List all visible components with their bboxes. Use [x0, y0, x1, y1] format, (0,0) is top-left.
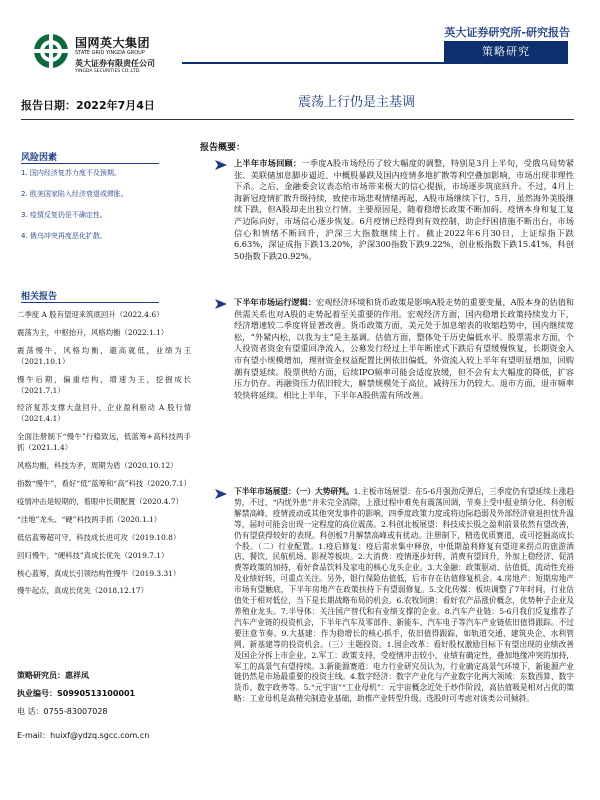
header-divider: [182, 62, 568, 64]
risk-heading-underline: [21, 163, 159, 164]
related-report[interactable]: 风格均衡，科技为矛，周期为盾（2020.10.12）: [17, 461, 178, 471]
related-report[interactable]: 核心蓝筹，真成长引领结构性慢牛（2019.3.31）: [17, 568, 181, 578]
title-divider: [21, 119, 574, 120]
risk-item: 3. 疫情反复仍是不确定性。: [21, 211, 107, 219]
logo-company-en: STATE GRID YINGDA GROUP: [75, 50, 145, 56]
summary-paragraph-2: [234, 297, 574, 401]
analyst-phone: 电 话：0755-83007028: [17, 707, 108, 716]
summary-paragraph-1: [234, 158, 574, 262]
state-grid-logo: [32, 32, 70, 70]
logo-company-cn: 国网英大集团: [75, 36, 151, 50]
related-report[interactable]: 二季度 A 股有望迎来筑底回升（2022.4.6）: [17, 310, 164, 319]
related-report[interactable]: 疫情冲击是短期的，着眼中长期配置（2020.4.7）: [17, 496, 183, 506]
summary-heading: 报告概要：: [200, 143, 246, 153]
arrow-bullet-icon: [215, 489, 227, 499]
paragraph-2-body: 宏观经济环境和货币政策是影响A股走势的重要变量，A股本身的估值和供需关系也对A股的走势起着至关重要的作用。宏观经济方面，国内稳增长政策持续发力下，经济增速较二季度将显著改善。货币政策方面，美元处于加息缩表的收缩趋势中，国内继续宽松，“外紧内松，以我为主”是主基调。估值方面，整体处于历史偏低水平。股票需求方面，个人投资者资金有望重回净流入，公募发行经过上半年断崖式下跌后有望缓慢恢复，长期资金入市有望小规模增加，理财资金权益配置比例依旧偏低，外资流入较上半年有望明显增加，回购潮有望延续。股票供给方面，后续IPO频率可能会适度放缓，但不会有太大幅度的降低，扩容压力仍存。再融资压力依旧较大，解禁规模处于高位，减持压力仍较大。退市方面，退市频率较快将延续。相比上半年，下半年A股供需有所改善。: [234, 297, 574, 400]
risk-item: 1. 国内经济复苏力度不及预期。: [21, 169, 121, 177]
paragraph-1-lead: 上半年市场回顾：: [234, 158, 302, 168]
report-date: 报告日期：2022年7月4日: [21, 99, 155, 112]
logo-subsidiary-cn: 英大证券有限责任公司: [75, 59, 155, 68]
analyst-name: 策略研究员：惠祥凤: [17, 671, 89, 680]
risk-item: 2. 欧美国家陷入经济衰退或滞胀。: [21, 190, 128, 198]
related-report[interactable]: 全面注册制下“慢牛”行稳致远，低蓝筹+高科技两手抓（2021.1.4）: [17, 432, 191, 453]
arrow-bullet-icon: [215, 160, 227, 170]
related-report[interactable]: 经济复苏支撑大盘回升，企业盈利驱动 A 股行情（2021.4.1）: [17, 403, 191, 424]
risk-heading: 风险因素: [21, 153, 58, 163]
related-report[interactable]: 震荡为主，中枢抬升，风格均衡（2022.1.1）: [17, 327, 169, 337]
paragraph-2-lead: 下半年市场运行逻辑：: [234, 297, 317, 307]
risk-list: [21, 168, 161, 252]
paragraph-3-body: 1.主板市场展望：在5-6月强劲反弹后，三季度仍有望延续上涨趋势，不过，“内忧外患”并未完全消除，上涨过程中难免有震荡回调，节奏上受中报业绩分化、科创板解禁高峰、疫情波动或其他突发事件的影响，四季度政策力度或将边际趋弱及外部经济衰退担忧升温等，届时可能会出现一定程度的高位震荡。2.科创北板展望：科技成长股之盈利前景依然有望改善，仍有望获得较好的表现。科创板7月解禁高峰或有扰动。注册制下，精选优质赛道，或可挖掘高成长个股。（二）行业配置。1.疫后修复：疫后需求集中释放，中低期盈利修复有望迎来拐点的旅游酒店、餐饮、民航机场、影视等板块。2.大消费：疫情逐步好转，消费有望回升，外加上稳经济、促消费等政策的加持，看好食品饮料及家电的核心龙头企业。3.大金融：政策驱动、估值低，流动性充裕及业绩好转，可重点关注。另外，银行保险估值低，后市存在估值修复机会。4.房地产：短期房地产市场有望触底，下半年房地产在政策扶持下有望弱修复。5.文化传媒：板块调整了7年时间，行业估值处于相对低位，当下是长期战略布局的机会。6.农牧饲渔：看好农产品涨价概念，优势种子企业及养殖业龙头。7.半导体：关注国产替代和有业绩支撑的企业。8.汽车产业链：5-6月我们反复推荐了汽车产业链的投资机会，下半年汽车及零部件、新能车、汽车电子等汽车产业链依旧值得跟踪。不过要注意节奏。9.大基建：作为稳增长的核心抓手，依旧值得跟踪，如轨道交通、建筑央企、水利管网、新基建等的投资机会。（三）主题投资。1.国企改革：看好股权激励目标下有望出现的业绩改善及国企分拆上市企业。2.军工：政策支持，受疫情冲击较小，业绩有确定性，叠加地缘冲突的加持，军工的高景气有望持续。3.新能源赛道：电力行业研究员认为，行业确定高景气环境下，新能源产业链仍然是市场最重要的投资主线。4.数字经济：数字产业化与产业数字化两大领域：东数西算、数字货币、数字政务等。5.“元宇宙”“工业母机”：元宇宙概念近处于炒作阶段，高估值吸是相对占优的策略：工业母机是高精尖制造业基础，助推产业转型升级。选股时可考虑对该类公司倾斜。: [234, 487, 575, 704]
related-report[interactable]: 回归慢牛，“硬科技”真成长优先（2019.7.1）: [17, 550, 169, 560]
analyst-email[interactable]: E-mail：huixf@ydzq.sgcc.com.cn: [17, 731, 150, 740]
related-report[interactable]: 震荡慢牛，风格均衡，避高就低，业绩为王（2021.10.1）: [17, 345, 191, 366]
paragraph-1-body: 一季度A股市场经历了较大幅度的调整，特别是3月上半旬，受俄乌局势紧张、美联储加息脚步逼近、中概股暴跌及国内疫情多地扩散等利空叠加影响，市场出现非理性下杀。之后，金融委会议表态给市场带来极大的信心提振，市场逐步筑底回升。不过，4月上海新冠疫情扩散升级持续，致使市场悲观情绪再起，A股市场继续下行，5月，虽然海外美股继续下跌，但A股却走出独立行情。主要原因是，随着稳增长政策不断加码、疫情本身和复工复产边际向好，市场信心逐步恢复。6月疫情已经得到有效控制，助企纾困措施不断出台，市场信心和情绪不断回升，沪深三大指数继续上行。截止2022年6月30日，上证综指下跌6.63%，深证成指下跌13.20%，沪深300指数下跌9.22%，创业板指数下跌15.41%，科创50指数下跌20.92%。: [234, 158, 574, 261]
arrow-bullet-icon: [215, 299, 227, 309]
summary-paragraph-3: [234, 487, 574, 705]
report-title: 震荡上行仍是主基调: [298, 95, 416, 110]
reports-heading-underline: [21, 302, 159, 303]
logo-subsidiary-en: YINGDA SECURITIES CO.,LTD.: [75, 69, 141, 74]
related-reports-list: [17, 310, 191, 604]
related-report[interactable]: 指数“慢牛”，看好“低”蓝筹和“高”科技（2020.7.1）: [17, 478, 191, 488]
analyst-license: 执业编号：S0990513100001: [17, 689, 136, 698]
category-strip: 策略研究: [444, 41, 568, 62]
related-report[interactable]: 低估蓝筹超可守，科技成长进可攻（2019.10.8）: [17, 532, 181, 542]
paragraph-3-lead: 下半年市场展望：（一）大势研判。: [234, 487, 354, 496]
related-report[interactable]: “洼地”龙头、“硬”科技两手抓（2020.1.1）: [17, 514, 162, 524]
related-report[interactable]: 慢牛起点，真成长优先（2018.12.17）: [17, 586, 149, 596]
institute-label: 英大证券研究所-研究报告: [444, 26, 570, 39]
risk-item: 4. 俄乌冲突再度恶化扩散。: [21, 232, 107, 240]
related-report[interactable]: 慢牛后期，偏重结构，增速为王，挖掘成长（2021.7.1）: [17, 374, 191, 395]
reports-heading: 相关报告: [21, 292, 58, 302]
